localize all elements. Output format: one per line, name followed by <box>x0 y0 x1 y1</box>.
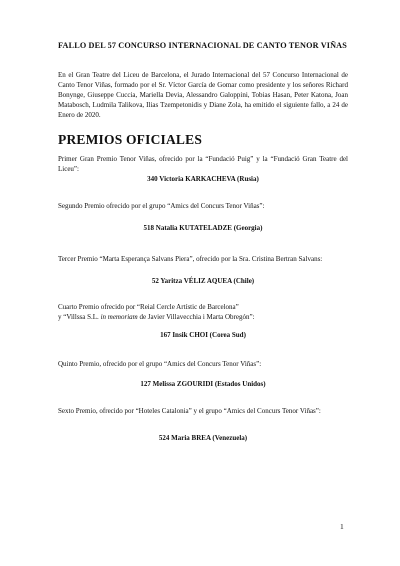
prize-4-line-1: Cuarto Premio ofrecido por “Reial Cercle Artístic de Barcelona” <box>58 303 239 311</box>
prize-4-winner: 167 Insik CHOI (Corea Sud) <box>160 331 246 339</box>
document-title: FALLO DEL 57 CONCURSO INTERNACIONAL DE CANTO TENOR VIÑAS <box>58 41 347 50</box>
page-number: 1 <box>340 522 344 531</box>
prize-5-description: Quinto Premio, ofrecido por el grupo “Amics del Concurs Tenor Viñas”: <box>58 360 262 368</box>
prize-3-description: Tercer Premio “Marta Esperança Salvans Piera”, ofrecido por la Sra. Cristina Bertran Salvans: <box>58 255 323 263</box>
intro-paragraph: En el Gran Teatre del Liceu de Barcelona, el Jurado Internacional del 57 Concurso Internacional de Canto Tenor Viñas, formado por el Sr. Víctor García de Gomar como presidente y los señores Richard Bonynge, Giuseppe Cuccia, Mariella Devia, Alessandro Galoppini, Tobias Hasan, Peter Katona, Joan Matabosch, Ludmila Talikova, Ilias Tzempetonidis y Diane Zola, ha emitido el siguiente fallo, a 24 de Enero de 2020. <box>58 71 348 119</box>
prize-4-line-2-end: de Javier Villavecchia i Marta Obregón”: <box>137 312 255 321</box>
prize-1-description: Primer Gran Premio Tenor Viñas, ofrecido por la “Fundació Puig” y la “Fundació Gran Teatre del Liceu”: <box>58 155 348 173</box>
prize-3-winner: 52 Yaritza VÉLIZ AQUEA (Chile) <box>151 277 255 285</box>
prize-6-winner: 524 Maria BREA (Venezuela) <box>158 434 248 442</box>
section-heading: PREMIOS OFICIALES <box>58 132 203 147</box>
prize-1-winner: 340 Victoria KARKACHEVA (Rusia) <box>147 175 259 183</box>
prize-4-in-memoriam: in memoriam <box>100 312 138 321</box>
prize-4-description <box>58 303 348 322</box>
prize-2-winner: 518 Natalia KUTATELADZE (Georgia) <box>143 224 263 232</box>
prize-2-description: Segundo Premio ofrecido por el grupo “Amics del Concurs Tenor Viñas”: <box>58 202 265 210</box>
prize-4-line-2 <box>58 313 348 323</box>
prize-4-line-2-start: y “Villssa S.L. <box>58 312 101 321</box>
prize-6-description: Sexto Premio, ofrecido por “Hoteles Catalonia” y el grupo “Amics del Concurs Tenor Viñas”: <box>58 407 321 415</box>
prize-5-winner: 127 Melissa ZGOURIDI (Estados Unidos) <box>140 380 266 388</box>
